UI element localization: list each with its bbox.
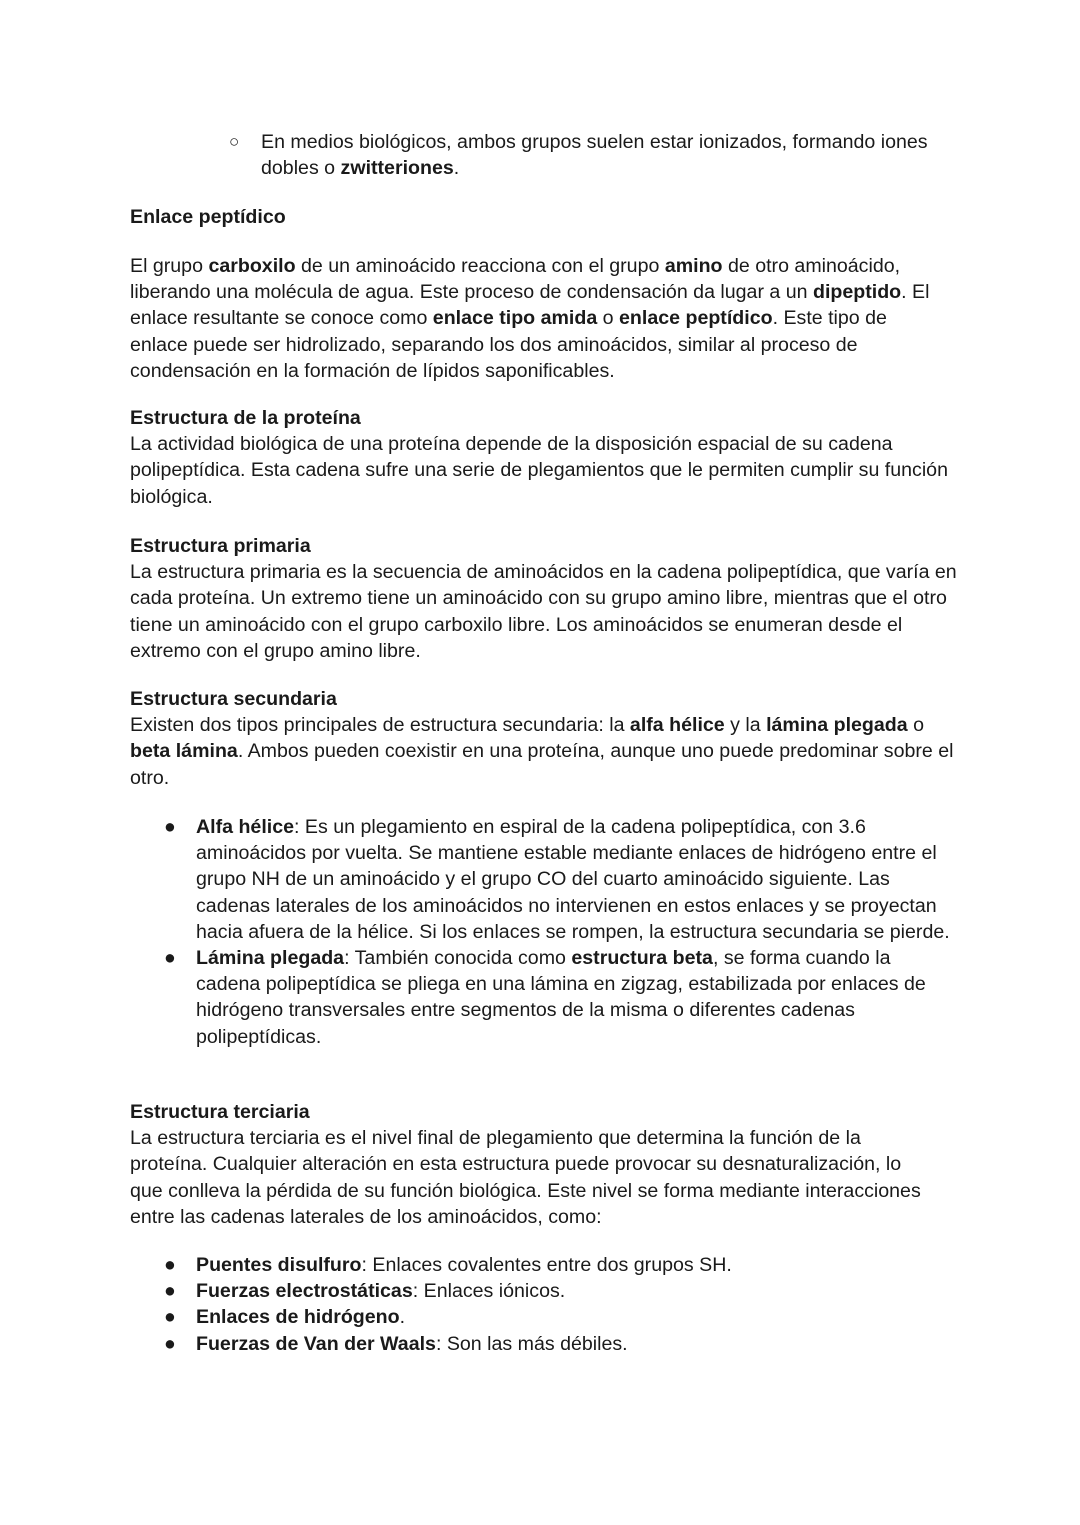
list-item-bold: Fuerzas electrostáticas [196, 1280, 413, 1303]
filled-bullet-icon: ● [164, 947, 176, 970]
section-heading-primaria: Estructura primaria [130, 535, 311, 557]
list-item-bold: zwitteriones [340, 157, 454, 180]
list-item [164, 1278, 956, 1304]
list-item-text: : Es un plegamiento en espiral de la cadena polipeptídica, con 3.6 aminoácidos por vuelta. Se mantiene estable mediante enlaces de hidrógeno entre el grupo NH de un aminoácido y el grupo CO del cuarto aminoácido siguiente. Las cadenas laterales de los aminoácidos no intervienen en estos enlaces y se proyectan hacia afuera de la hélice. Si los enlaces se rompen, la estructura secundaria se pierde. [196, 816, 950, 943]
bold-run: carboxilo [208, 255, 296, 277]
section-secundaria [130, 686, 955, 791]
section-heading-secundaria: Estructura secundaria [130, 688, 337, 710]
bold-run: beta lámina [130, 740, 238, 763]
text-run: o [907, 714, 924, 737]
filled-bullet-icon: ● [164, 1332, 176, 1355]
list-item-text: : Enlaces covalentes entre dos grupos SH. [361, 1254, 732, 1276]
paragraph-primaria: La estructura primaria es la secuencia de aminoácidos en la cadena polipeptídica, que varía en cada proteína. Un extremo tiene un aminoácido con su grupo amino libre, mientras que el otro tiene un aminoácido con el grupo carboxilo libre. Los aminoácidos se enumeran desde el extremo con el grupo amino libre. [130, 561, 957, 662]
secundaria-bullet-list [164, 814, 956, 1050]
paragraph-estructura: La actividad biológica de una proteína depende de la disposición espacial de su cadena polipeptídica. Esta cadena sufre una serie de plegamientos que le permiten cumplir su función biológica. [130, 433, 948, 508]
list-item-bold: Lámina plegada [196, 947, 345, 970]
hollow-bullet-icon: ○ [229, 132, 240, 151]
bold-run: lámina plegada [766, 714, 908, 737]
list-item-text: , se forma cuando la cadena polipeptídica se pliega en una lámina en zigzag, estabilizada por enlaces de hidrógeno transversales entre segmentos de la misma o diferentes cadenas polipeptídicas. [196, 947, 926, 1048]
list-item-bold: Fuerzas de Van der Waals [196, 1332, 436, 1355]
text-run: y la [724, 714, 767, 737]
paragraph-secundaria [130, 712, 955, 791]
list-item-text: : Enlaces iónicos. [412, 1280, 566, 1303]
list-item [164, 1304, 956, 1330]
section-heading-estructura: Estructura de la proteína [130, 407, 361, 429]
bold-run: alfa hélice [629, 714, 725, 737]
section-heading-terciaria: Estructura terciaria [130, 1101, 310, 1123]
section-heading-enlace: Enlace peptídico [130, 206, 286, 228]
section-terciaria [130, 1099, 930, 1230]
terciaria-bullet-list [164, 1252, 956, 1357]
text-run: de otro aminoácido, liberando una molécula de agua. Este proceso de condensación da lugar a un [130, 255, 901, 304]
list-item-text: . [453, 157, 460, 180]
list-item [164, 814, 956, 945]
filled-bullet-icon: ● [164, 1280, 176, 1303]
list-item-bold: Alfa hélice [196, 816, 295, 838]
text-run: Existen dos tipos principales de estructura secundaria: la [130, 714, 630, 737]
bold-run: enlace peptídico [619, 307, 773, 330]
list-item-bold: Puentes disulfuro [196, 1254, 362, 1276]
list-item-text: : Son las más débiles. [435, 1332, 628, 1355]
section-estructura [130, 405, 960, 510]
text-run: . Este tipo de enlace puede ser hidrolizado, separando los dos aminoácidos, similar al proceso de condensación en la formación de lípidos saponificables. [130, 307, 887, 382]
paragraph-enlace [130, 253, 950, 384]
list-item-bold: Enlaces de hidrógeno [196, 1306, 400, 1329]
bold-run: amino [664, 255, 723, 277]
list-item-text: : También conocida como [344, 947, 572, 970]
list-item [229, 129, 961, 181]
text-run: El grupo [130, 255, 209, 277]
bold-run: enlace tipo amida [432, 307, 598, 330]
list-item [164, 1252, 956, 1278]
paragraph-terciaria: La estructura terciaria es el nivel final de plegamiento que determina la función de la proteína. Cualquier alteración en esta estructura puede provocar su desnaturalización, lo que conlleva la pérdida de su función biológica. Este nivel se forma mediante interacciones entre las cadenas laterales de los aminoácidos, como: [130, 1127, 921, 1228]
list-item-bold: estructura beta [571, 947, 713, 970]
sub-bullet-list [229, 129, 961, 181]
text-run: . Ambos pueden coexistir en una proteína, aunque uno puede predominar sobre el otro. [130, 740, 954, 789]
list-item-text: . [399, 1306, 406, 1329]
text-run: o [597, 307, 620, 330]
list-item-text: En medios biológicos, ambos grupos suelen estar ionizados, formando iones dobles o [261, 131, 928, 180]
text-run: . El enlace resultante se conoce como [130, 281, 930, 330]
filled-bullet-icon: ● [164, 816, 176, 838]
filled-bullet-icon: ● [164, 1306, 176, 1329]
bold-run: dipeptido [813, 281, 902, 304]
list-item [164, 945, 956, 1050]
text-run: de un aminoácido reacciona con el grupo [295, 255, 665, 277]
filled-bullet-icon: ● [164, 1254, 176, 1276]
list-item [164, 1331, 956, 1357]
section-primaria [130, 533, 960, 664]
